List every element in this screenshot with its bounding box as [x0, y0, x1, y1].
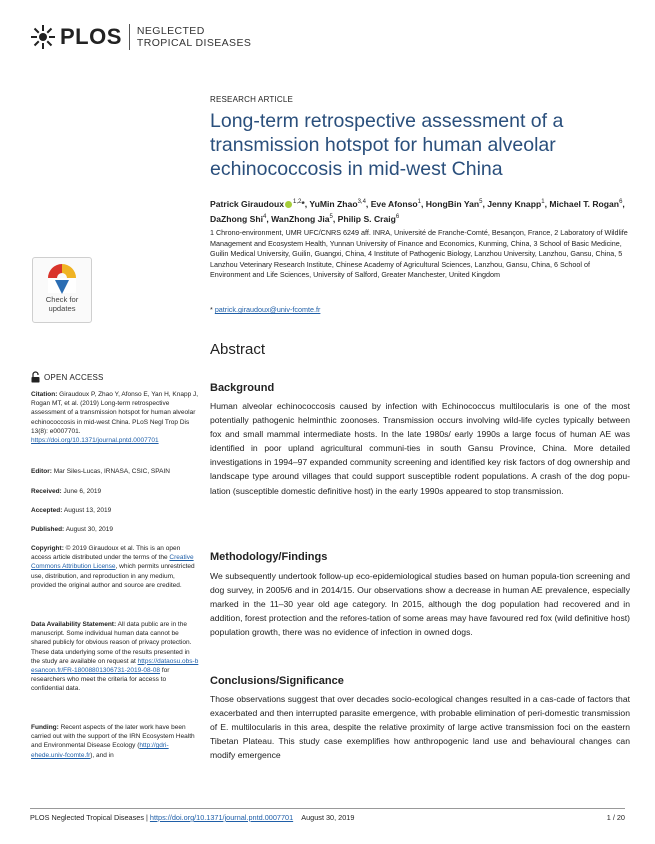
section-heading-background: Background	[210, 382, 275, 394]
cc-license-link[interactable]: Creative Commons Attribution License	[31, 554, 194, 571]
citation-doi-link[interactable]: https://doi.org/10.1371/journal.pntd.0007701	[31, 437, 159, 445]
author-name[interactable]: WanZhong Jia	[271, 213, 330, 224]
copyright-text: © 2019 Giraudoux et al. This is an open access article distributed under the terms of the	[31, 545, 181, 562]
check-for-updates-badge[interactable]	[32, 257, 92, 323]
received-label: Received:	[31, 488, 62, 495]
data-availability-text-post: for researchers who meet the criteria for access to confidential data.	[31, 667, 170, 693]
author-name[interactable]: Michael T. Rogan	[549, 198, 620, 209]
author-name[interactable]: HongBin Yan	[425, 198, 480, 209]
check-updates-icon	[47, 263, 77, 295]
affiliations: 1 Chrono-environment, UMR UFC/CNRS 6249 aff. INRA, Université de Franche-Comté, Besançon, France, 2 Laboratory of Wildlife Management and Ecosystem Health, Yunnan University of Finance and Economics, Kunming, China, 3 School of Basic Medicine, Guilin Medical University, Guilin, Guangxi, China, 4 Institute of Pathogenic Biology, Lanzhou University, Lanzhou, Gansu, China, 5 Lanzhou Veterinary Research Institute, Chinese Academy of Agricultural Sciences, Lanzhou, Gansu, China, 6 School of Environment and Life Sciences, University of Salford, Greater Manchester, United Kingdom	[210, 228, 628, 280]
received-block	[31, 487, 199, 496]
journal-name-line2: TROPICAL DISEASES	[136, 37, 252, 49]
author-name[interactable]: DaZhong Shi	[210, 213, 263, 224]
accepted-date: August 13, 2019	[63, 507, 112, 514]
data-availability-block	[31, 620, 199, 694]
author-name[interactable]: Eve Afonso	[370, 198, 418, 209]
check-updates-text	[33, 295, 91, 313]
copyright-text-post: , which permits unrestricted use, distribution, and reproduction in any medium, provided the original author and source are credited.	[31, 563, 195, 589]
open-access-text: OPEN ACCESS	[44, 372, 104, 382]
author-name[interactable]: YuMin Zhao	[309, 198, 358, 209]
accepted-label: Accepted:	[31, 507, 63, 514]
journal-name	[137, 25, 251, 49]
copyright-label: Copyright:	[31, 545, 64, 552]
author-name[interactable]: Jenny Knapp	[487, 198, 542, 209]
funding-block	[31, 723, 199, 760]
accepted-block	[31, 506, 199, 515]
corresponding-mark: *	[210, 305, 213, 314]
section-text-methodology: We subsequently undertook follow-up eco-epidemiological studies based on human popula-tion screening and dog survey, in 2005/6 and in 2014/15. Our observations show a decrease in human AE prevalence, especially marked in the 11–30 year old age category. In 2015, although the dog population had recovered and in addition, forest protection and the refores-tation of some areas may have favoured red fox (wild definitive host) population growth, there was no evidence of infection in owned dogs.	[210, 571, 630, 638]
author-affil: 1,2	[293, 199, 302, 205]
editor-label: Editor:	[31, 468, 52, 475]
section-heading-conclusions: Conclusions/Significance	[210, 675, 344, 687]
section-text-background: Human alveolar echinococcosis caused by infection with Echinococcus multilocularis is one of the most potentially pathogenic helminthic zoonoses. Transmission occurs involving wild-life cycles typically between fox and small mammal intermediate hosts. In the late 1980s/ early 1990s a large focus of human AE was identified in poor upland agricultural communi-ties in south Gansu Province, China. More detailed investigations in 1994–97 expanded community screening and identified key risk factors of dog ownership and landscape type around villages that could support susceptible rodent populations. A crash of the dog popu-lation (susceptible domestic definitive host) in the early 1990s appeared to stop transmission.	[210, 401, 630, 496]
published-block	[31, 525, 199, 534]
brand-name: PLOS	[60, 24, 122, 49]
funding-text-post: ), and in	[90, 751, 114, 759]
abstract-heading: Abstract	[210, 341, 266, 358]
page-footer	[30, 813, 354, 822]
author-list: Patrick Giraudoux $^{1,2}$*, YuMin Zhao$^{3,4}$, Eve Afonso$^1$, HongBin Yan$^5$, Jenny Knapp$^1$, Michael T. Rogan$^6$, DaZhong Shi$^4$, WanZhong Jia$^5$, Philip S. Craig$^6$	[210, 198, 625, 224]
open-lock-icon	[31, 371, 40, 383]
author-affil: 4	[263, 213, 267, 220]
journal-name-line1: NEGLECTED	[136, 25, 205, 37]
author-name[interactable]: Philip S. Craig	[337, 213, 396, 224]
data-availability-label: Data Availability Statement:	[31, 621, 117, 628]
published-label: Published:	[31, 526, 65, 533]
data-repository-link[interactable]: https://dataosu.obs-besancon.fr/FR-18008801306731-2019-08-08	[31, 657, 199, 675]
corresponding-email-link[interactable]: patrick.giraudoux@univ-fcomte.fr	[214, 305, 321, 314]
received-date: June 6, 2019	[63, 488, 102, 495]
open-access-label	[31, 371, 104, 383]
author-affil: 1	[417, 199, 422, 205]
funding-label: Funding:	[31, 724, 59, 731]
copyright-block	[31, 544, 199, 590]
footer-date: August 30, 2019	[301, 813, 355, 822]
funding-link[interactable]: http://gdri-ehede.univ-fcomte.fr	[31, 742, 169, 759]
author-affil: 1	[541, 199, 545, 205]
section-heading-methodology: Methodology/Findings	[210, 551, 328, 563]
author-affil: 5	[329, 213, 333, 220]
article-type: RESEARCH ARTICLE	[210, 95, 294, 104]
article-title: Long-term retrospective assessment of a transmission hotspot for human alveolar echinococcosis in mid-west China	[210, 110, 564, 180]
footer-divider	[30, 808, 625, 809]
footer-doi-link[interactable]: https://doi.org/10.1371/journal.pntd.0007701	[149, 813, 294, 822]
editor-block	[31, 467, 199, 476]
author-affil: 3,4	[357, 199, 366, 205]
plos-logo[interactable]	[30, 22, 251, 52]
author-name[interactable]: Patrick Giraudoux	[210, 198, 285, 209]
plos-sunburst-icon	[30, 24, 56, 50]
editor-text: Mar Siles-Lucas, IRNASA, CSIC, SPAIN	[53, 468, 170, 475]
data-availability-text: All data public are in the manuscript. Some individual human data cannot be shared publicly for obvious reason of privacy protection. These data underlying some of the results presented in the study are available on request at	[31, 621, 192, 665]
corresponding-email-line	[210, 305, 320, 314]
author-affil: 6	[395, 213, 400, 220]
logo-divider	[129, 24, 130, 50]
author-affil: 5	[479, 199, 483, 205]
author-affil: 6	[619, 199, 623, 205]
section-text-conclusions: Those observations suggest that over decades socio-ecological changes resulted in a cas-cade of factors that exacerbated and then interrupted parasite emergence, with probable elimination of peri-domestic transmission of E. multilocularis in this area, despite the relative proximity of large active transmission foci on the eastern Tibetan Plateau. This study case exemplifies how anthropogenic land use and behavioural changes can modify emergence	[210, 694, 630, 761]
citation-text: Giraudoux P, Zhao Y, Afonso E, Yan H, Knapp J, Rogan MT, et al. (2019) Long-term retrospective assessment of a transmission hotspot for human alveolar echinococcosis in mid-west China. PLoS Negl Trop Dis 13(8): e0007701.	[31, 391, 199, 435]
check-updates-line2: updates	[48, 304, 76, 313]
published-date: August 30, 2019	[65, 526, 114, 533]
funding-text: Recent aspects of the later work have been carried out with the support of the IRN Ecosystem Health and Environmental Disease Ecology (	[31, 724, 195, 750]
citation-label: Citation:	[31, 391, 58, 398]
page-number: 1 / 20	[606, 813, 625, 822]
footer-journal: PLOS Neglected Tropical Diseases |	[30, 813, 148, 822]
corresponding-mark: *	[301, 198, 305, 209]
citation-block	[31, 390, 199, 445]
check-updates-line1: Check for	[45, 295, 79, 304]
orcid-icon[interactable]	[285, 201, 292, 208]
